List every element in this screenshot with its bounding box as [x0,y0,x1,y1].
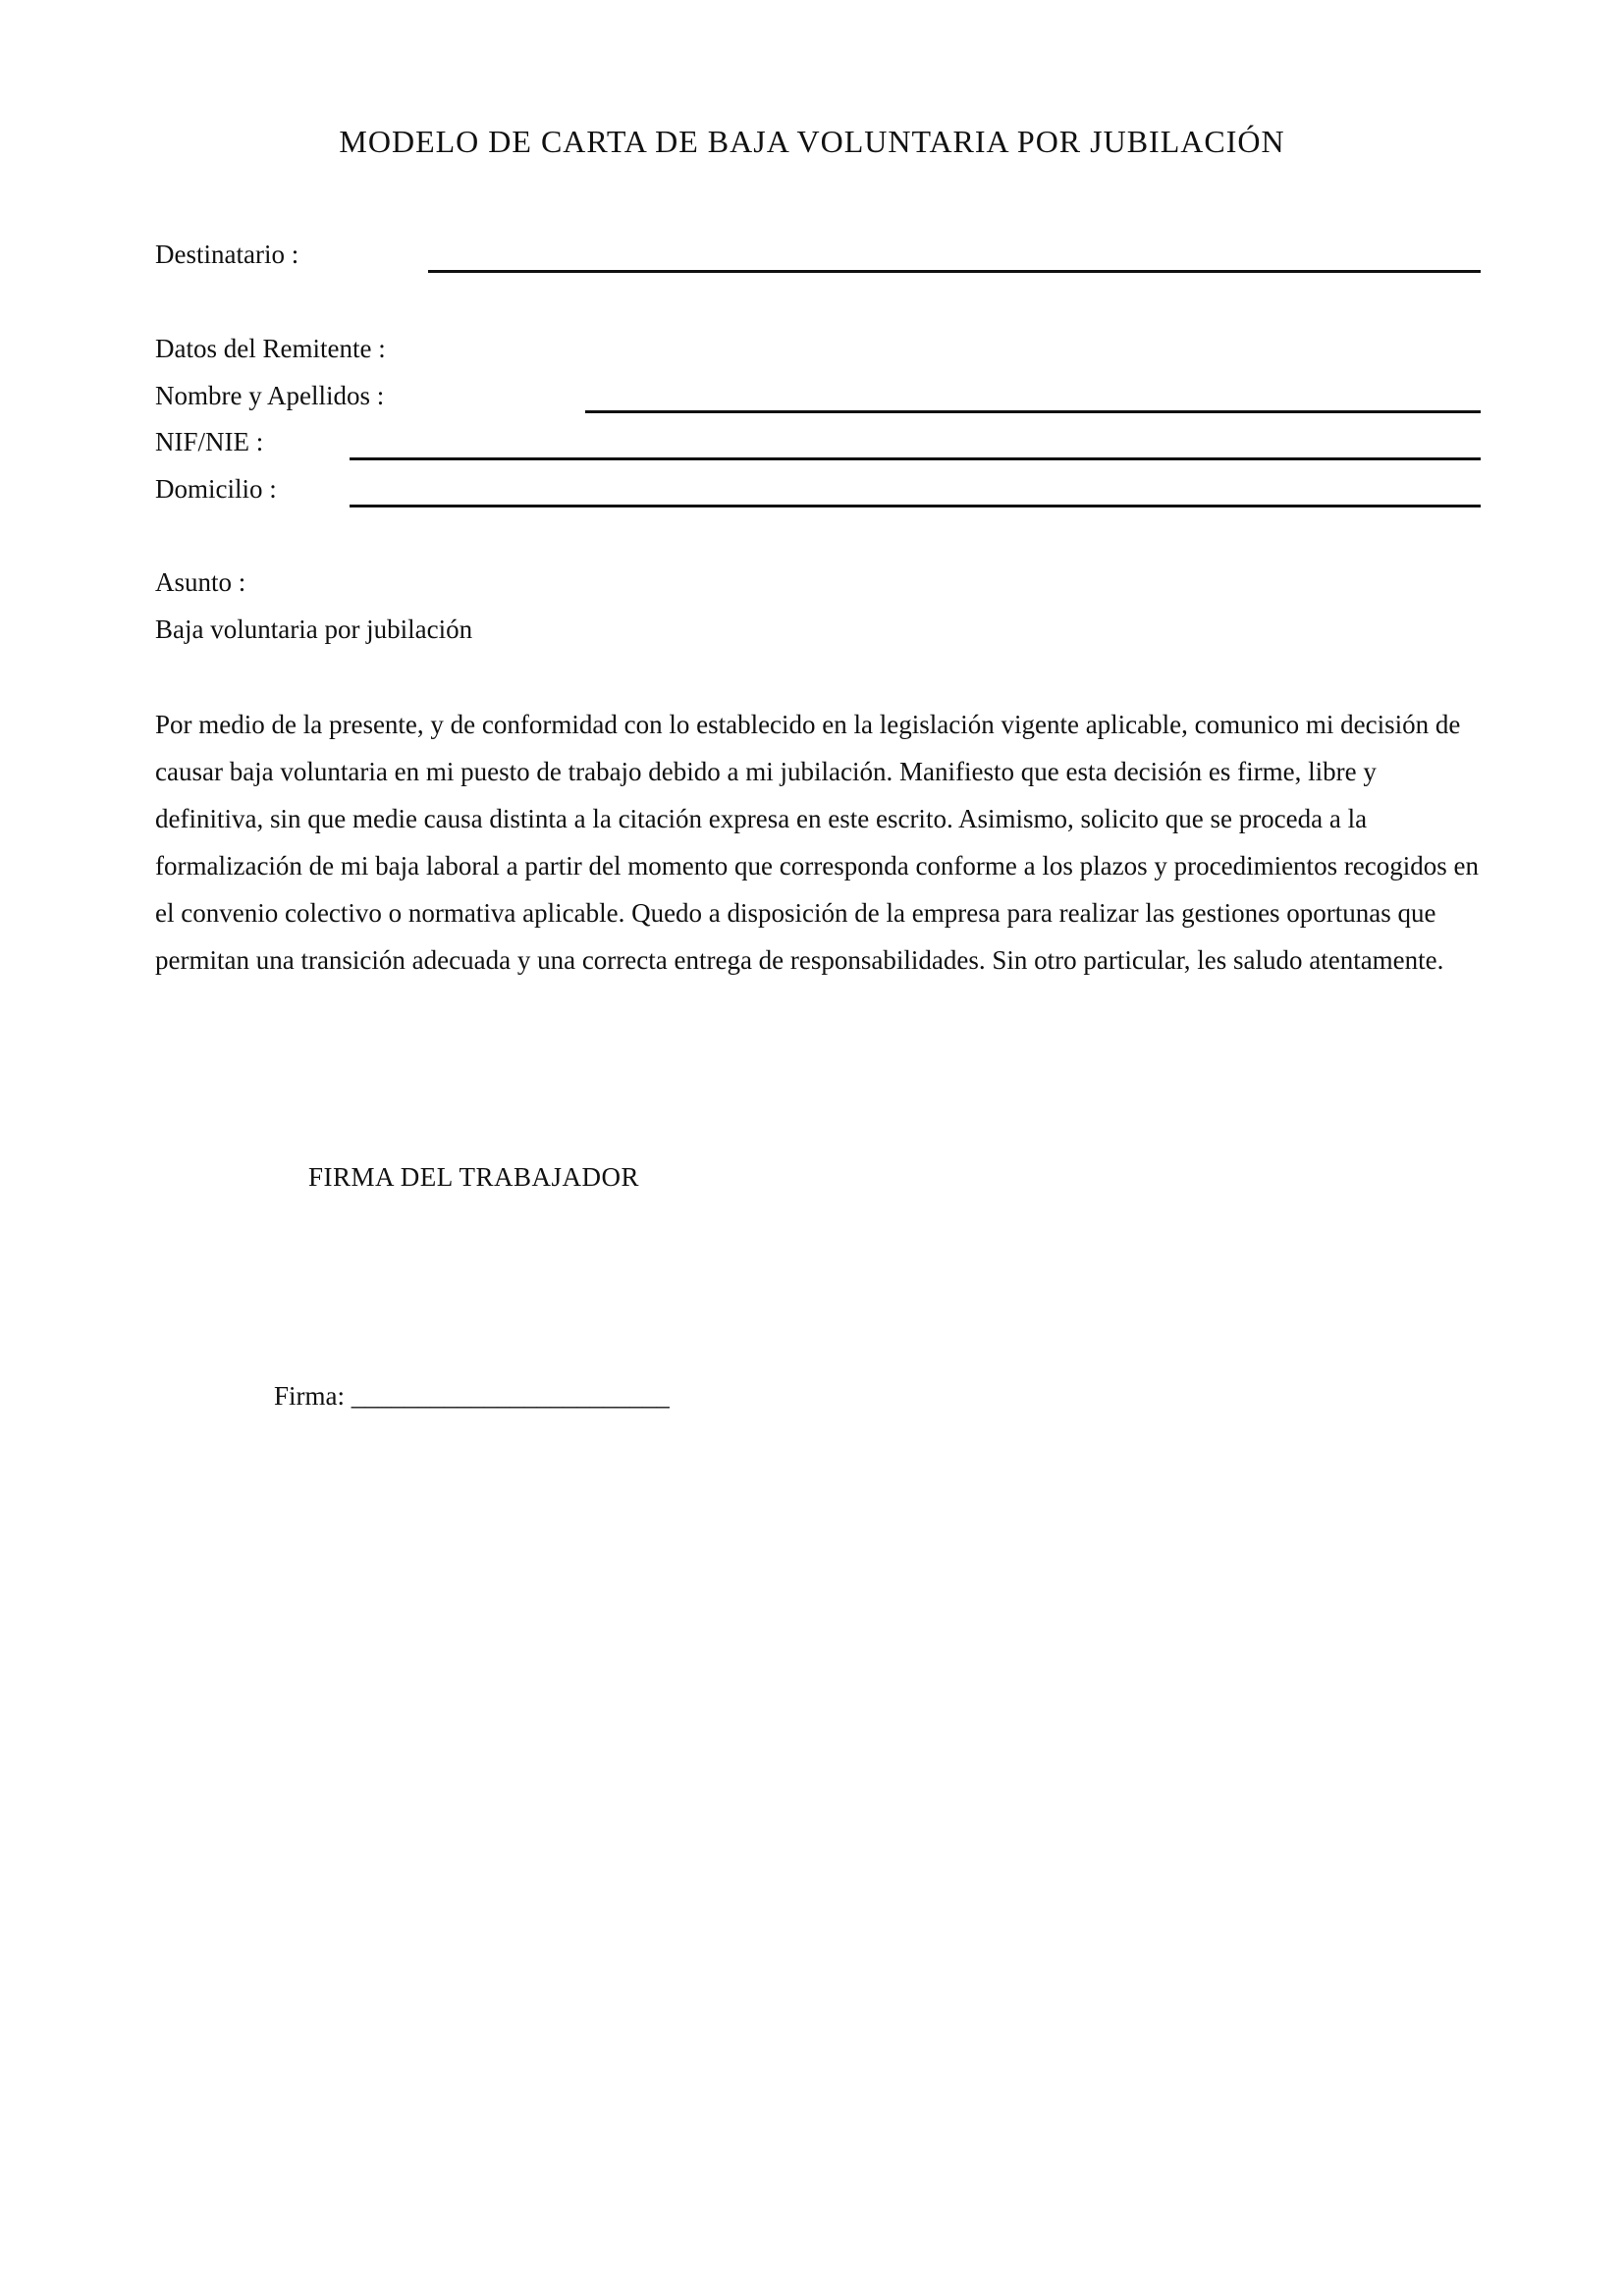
id-label: NIF/NIE : [155,427,264,456]
signature-heading: FIRMA DEL TRABAJADOR [308,1162,640,1192]
letter-body: Por medio de la presente, y de conformidad con lo establecido en la legislación vigente aplicable, comunico mi decisión de causar baja voluntaria en mi puesto de trabajo debido a mi jubilación. Manifiesto que esta decisión es firme, libre y definitiva, sin que medie causa distinta a la citación expresa en este escrito. Asimismo, solicito que se proceda a la formalización de mi baja laboral a partir del momento que corresponda conforme a los plazos y procedimientos recogidos en el convenio colectivo o normativa aplicable. Quedo a disposición de la empresa para realizar las gestiones oportunas que permitan una transición adecuada y una correcta entrega de responsabilidades. Sin otro particular, les saludo atentamente. [155,710,1480,975]
signature-line: Firma: ________________________ [274,1381,670,1411]
name-label: Nombre y Apellidos : [155,381,385,410]
subject-value: Baja voluntaria por jubilación [155,614,473,644]
document-title: MODELO DE CARTA DE BAJA VOLUNTARIA POR JUBILACIÓN [339,124,1285,159]
sender-heading: Datos del Remitente : [155,334,386,363]
name-field-line [585,410,1481,413]
address-field-line [350,505,1481,507]
id-field-line [350,457,1481,460]
recipient-field-line [428,270,1481,273]
recipient-label: Destinatario : [155,240,299,269]
address-label: Domicilio : [155,474,277,504]
subject-label: Asunto : [155,567,246,597]
